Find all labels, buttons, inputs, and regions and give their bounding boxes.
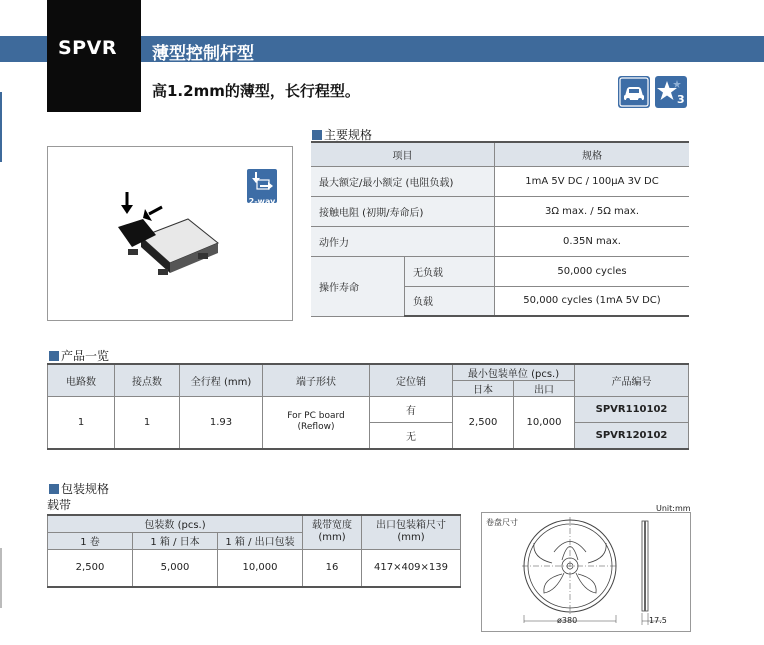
packing-heading: 包装规格 [49,480,109,497]
star-3-icon [655,76,687,108]
spec-row: 动作力 0.35N max. [311,226,689,256]
table-row: 无 SPVR120102 [48,423,689,449]
part-number: SPVR120102 [575,423,689,449]
products-heading: 产品一览 [49,347,109,364]
car-icon [618,76,650,108]
spec-row: 接触电阻 (初期/寿命后) 3Ω max. / 5Ω max. [311,196,689,226]
product-image [47,146,293,321]
two-way-icon [247,169,277,206]
reel-diagram [481,512,691,632]
model-code: SPVR [58,37,117,59]
star-number: 3 [677,93,685,106]
left-edge-rule-lower [0,548,2,608]
reel-diameter: ø380 [557,616,578,625]
reel-width: 17.5 [649,616,667,625]
reel-label: 卷盘尺寸 [486,518,518,527]
spec-heading: 主要规格 [312,126,372,143]
unit-label: Unit:mm [656,504,691,513]
spec-row: 操作寿命 无负载 50,000 cycles [311,256,689,286]
products-table: 电路数 接点数 全行程 (mm) 端子形状 定位销 最小包装单位 (pcs.) 产品编号 日本 出口 1 1 1.93 For PC board (Reflow) 有 2,500 10,000 SPVR110102 无 SPVR120102 [47,363,689,450]
packing-table: 包装数 (pcs.) 载带宽度 (mm) 出口包装箱尺寸 (mm) 1 卷 1 箱 / 日本 1 箱 / 出口包装 2,500 5,000 10,000 16 417×409×139 [47,514,461,588]
left-edge-rule [0,92,2,162]
table-row: 1 1 1.93 For PC board (Reflow) 有 2,500 10,000 SPVR110102 [48,397,689,423]
spec-row: 负载 50,000 cycles (1mA 5V DC) [311,286,689,316]
packing-subheading: 载带 [47,498,72,512]
lead-text: 高1.2mm的薄型，长行程型。 [152,82,360,100]
table-row: 2,500 5,000 10,000 16 417×409×139 [48,549,461,587]
spec-row: 最大额定/最小额定 (电阻负载) 1mA 5V DC / 100μA 3V DC [311,166,689,196]
spec-col-item: 项目 [311,142,495,166]
part-number: SPVR110102 [575,397,689,423]
two-way-label: 2-way [248,197,276,206]
spec-col-spec: 规格 [495,142,690,166]
series-name: 薄型控制杆型 [152,44,254,64]
spec-table [311,141,689,317]
